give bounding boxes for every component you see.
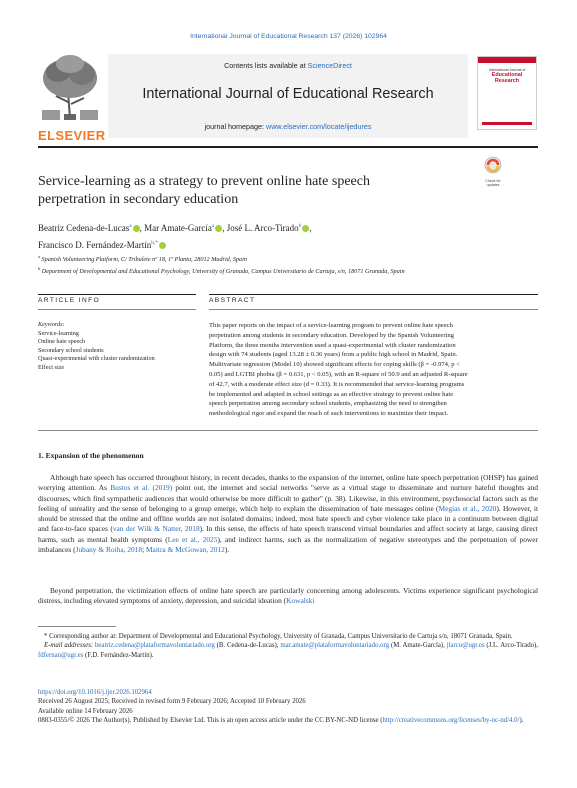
abstract-line: perpetration among students in secondary education. Developed by the Spanish Volunteering (209, 331, 454, 339)
contents-prefix: Contents lists available at (224, 61, 308, 70)
affiliation-b: $^b$ Department of Developmental and Educational Psychology, University of Granada, Campus Universitario de Cartuja, s/n, 18071 Granada, Spain (38, 265, 405, 275)
para1-run: point out, the internet and social networks "serve as a virtual stage to disseminate and nurture hateful thoughts and discourses, which find sympathetic audiences that would otherwise be more difficult to gather" (p. 38). Likewise, in this environment, psychosocial factors such as the feeling of unreality and the sense of belonging to a group emerge, which help to explain the dissemination of hate messages online ( (38, 483, 539, 513)
author-3[interactable]: José L. Arco-Tirado$^b$ (227, 223, 310, 233)
citation-link[interactable]: Lee et al., 2025 (167, 534, 218, 544)
email-addresses: E-mail addresses: beatriz.cedena@plataformavoluntariado.org (B. Cedena-de-Lucas), mar.amate@plataformavoluntariado.org (M. Amate-García), jlarco@ugr.es (J.L. Arco-Tirado), fdfernan@ugr.es (F.D. Fernández-Martín). (38, 642, 538, 659)
citation-link[interactable]: Bustos et al. (2019) (110, 483, 173, 493)
para1-run: ). In this sense, the effects of hate speech transcend virtual boundaries and affect society at large, causing direct harms, such as mental health symptoms ( (38, 524, 538, 544)
orcid-icon[interactable] (159, 242, 166, 249)
abstract-line: design with 74 students (aged 13.28 ± 0.36 years) from a public high school in Madrid, Spain. (209, 351, 458, 359)
homepage-prefix: journal homepage: (204, 122, 267, 131)
citation-link[interactable]: Jubany & Roiha, 2018 (75, 545, 143, 555)
corresponding-author-note: * Corresponding author at: Department of Developmental and Educational Psychology, University of Granada, Campus Universitario de Cartuja s/n, 18071 Granada, Spain. (44, 633, 513, 640)
abstract-bottom-rule (38, 430, 538, 431)
author-list: Beatriz Cedena-de-Lucas$^a$ , Mar Amate-García$^a$ , José L. Arco-Tirado$^b$ , Francisco D. Fernández-Martín$^{b,*}$ (38, 223, 312, 250)
abstract-text (209, 321, 539, 419)
section-heading: 1. Expansion of the phenomenon (38, 451, 144, 460)
cover-line-2: Educational (491, 72, 523, 79)
citation-link[interactable]: Maitra & McGowan, 2012 (145, 545, 225, 555)
abstract-line: Multivariate regression (Model 10) showed significant effects for coping skills (β = -0.974, p < (209, 361, 460, 369)
publisher-wordmark: ELSEVIER (38, 128, 106, 143)
homepage-line (108, 122, 468, 131)
article-info-rule-top (38, 294, 196, 295)
para1-run: ). However, it should be stressed that the online and offline worlds are not isolated domains; indeed, most hate speech and cyber violence take place in a continuum between digital and face-to-face spaces ( (38, 503, 539, 534)
masthead-rule (38, 146, 538, 148)
abstract-heading: ABSTRACT (209, 297, 256, 304)
cover-top-band (478, 57, 536, 63)
abstract-line: This paper reports on the impact of a service-learning program to prevent online hate speech (209, 322, 453, 329)
email-link[interactable]: mar.amate@plataformavoluntariado.org (280, 642, 390, 650)
abstract-line: 0.05) and LGTBI phobia (β = 0.631, p < 0.05), with an R-square of 50.9 and an adjusted R-square (209, 370, 468, 378)
abstract-rule (209, 309, 538, 310)
keywords-block (38, 321, 198, 373)
paragraph-1 (38, 473, 538, 555)
check-updates-line-2: updates (486, 183, 500, 187)
keyword: Service-learning (38, 329, 79, 337)
keywords-label: Keywords: (38, 321, 65, 328)
paragraph-2 (38, 586, 538, 607)
para1-run: Although hate speech has occurred throughout history, in recent decades, thanks to the expansion of the internet, online hate speech perpetration (OHSP) has gained worrying attention. As (38, 473, 538, 493)
orcid-icon[interactable] (302, 225, 309, 232)
journal-title: International Journal of Educational Research (142, 86, 434, 102)
email-link[interactable]: fdfernan@ugr.es (38, 651, 84, 659)
article-title-line-2: perpetration in secondary education (38, 192, 239, 207)
received-dates: Received 26 August 2025; Received in revised form 9 February 2026; Accepted 10 February 2026 (38, 698, 306, 706)
affiliations (38, 253, 538, 276)
check-updates-line-1: Check for (485, 179, 501, 183)
abstract-line: Platform, the three months intervention used a quasi-experimental with cluster randomization (209, 341, 456, 349)
check-for-updates-badge[interactable] (480, 156, 506, 187)
abstract-line: methodological rigor and expand the reach of such interventions to maximize their impact. (209, 410, 449, 418)
email-link[interactable]: jlarco@ugr.es (446, 642, 485, 650)
license-link[interactable]: http://creativecommons.org/licenses/by-nc-nd/4.0/ (382, 717, 520, 725)
para2-run: Beyond perpetration, the victimization effects of online hate speech are particularly concerning among adolescents. Victims experience significant psychological distress, including elevated symptoms of anxiety, depression, and suicidal ideation ( (38, 586, 538, 606)
elsevier-logo (38, 52, 106, 143)
keyword: Online hate speech (38, 338, 86, 346)
para1-run: ; (142, 545, 146, 555)
available-online: Available online 14 February 2026 (38, 707, 133, 715)
footnotes (38, 632, 538, 660)
orcid-icon[interactable] (215, 225, 222, 232)
author-4[interactable]: Francisco D. Fernández-Martín$^{b,*}$ (38, 240, 166, 250)
abstract-rule-top (209, 294, 538, 295)
email-link[interactable]: beatriz.cedena@plataformavoluntariado.org (95, 642, 215, 650)
check-for-updates-icon (480, 156, 506, 174)
doi-link[interactable]: https://doi.org/10.1016/j.ijer.2026.102964 (38, 689, 152, 696)
article-info-rule (38, 309, 196, 310)
license-statement: 0883-0355/© 2026 The Author(s). Published by Elsevier Ltd. This is an open access article under the CC BY-NC-ND license (http://creativecommons.org/licenses/by-nc-nd/4.0/). (38, 717, 524, 725)
article-info-heading: ARTICLE INFO (38, 297, 101, 304)
keyword: Quasi-experimental with cluster randomization (38, 355, 155, 363)
journal-cover-thumbnail[interactable] (477, 56, 537, 130)
abstract-line: speech perpetration among secondary school students, emphasizing the need to strengthen (209, 400, 447, 408)
sciencedirect-link[interactable]: ScienceDirect (307, 61, 352, 70)
author-1[interactable]: Beatriz Cedena-de-Lucas$^a$ (38, 223, 140, 233)
article-title (38, 173, 370, 209)
cover-line-3: Research (494, 78, 520, 85)
article-meta (38, 688, 538, 726)
orcid-icon[interactable] (133, 225, 140, 232)
affiliation-a: $^a$ Spanish Volunteering Platform, C/ Tribulete nº 18, 1º Planta, 28012 Madrid, Spain (38, 254, 247, 264)
journal-reference[interactable]: International Journal of Educational Research 137 (2026) 102964 (190, 33, 387, 40)
citation-link[interactable]: Megías et al., 2020 (438, 503, 497, 513)
footnote-rule (38, 626, 116, 627)
abstract-line: of 42.7, with a moderate effect size (d = 0.33). It is recommended that service-learning programs (209, 380, 465, 388)
para1-run: ), and indirect harms, such as the normalization of negative stereotypes and the perpetuation of power imbalances ( (38, 534, 539, 555)
homepage-link[interactable]: www.elsevier.com/locate/ijedures (266, 122, 372, 131)
citation-link[interactable]: van der Wilk & Natter, 2018 (112, 524, 200, 534)
citation-link[interactable]: Kowalski (286, 596, 315, 606)
keyword: Effect size (38, 363, 65, 371)
para1-run: ). (224, 545, 230, 555)
article-title-line-1: Service-learning as a strategy to prevent online hate speech (38, 174, 370, 189)
keyword: Secondary school students (38, 346, 104, 354)
abstract-line: be implemented and adapted in school settings as an effective strategy to prevent online hate (209, 390, 454, 398)
author-2[interactable]: Mar Amate-García$^a$ (144, 223, 222, 233)
cover-line-1: International Journal of (488, 68, 526, 72)
cover-bottom-band (482, 122, 532, 125)
contents-line (108, 61, 468, 70)
elsevier-tree-icon (38, 52, 102, 122)
